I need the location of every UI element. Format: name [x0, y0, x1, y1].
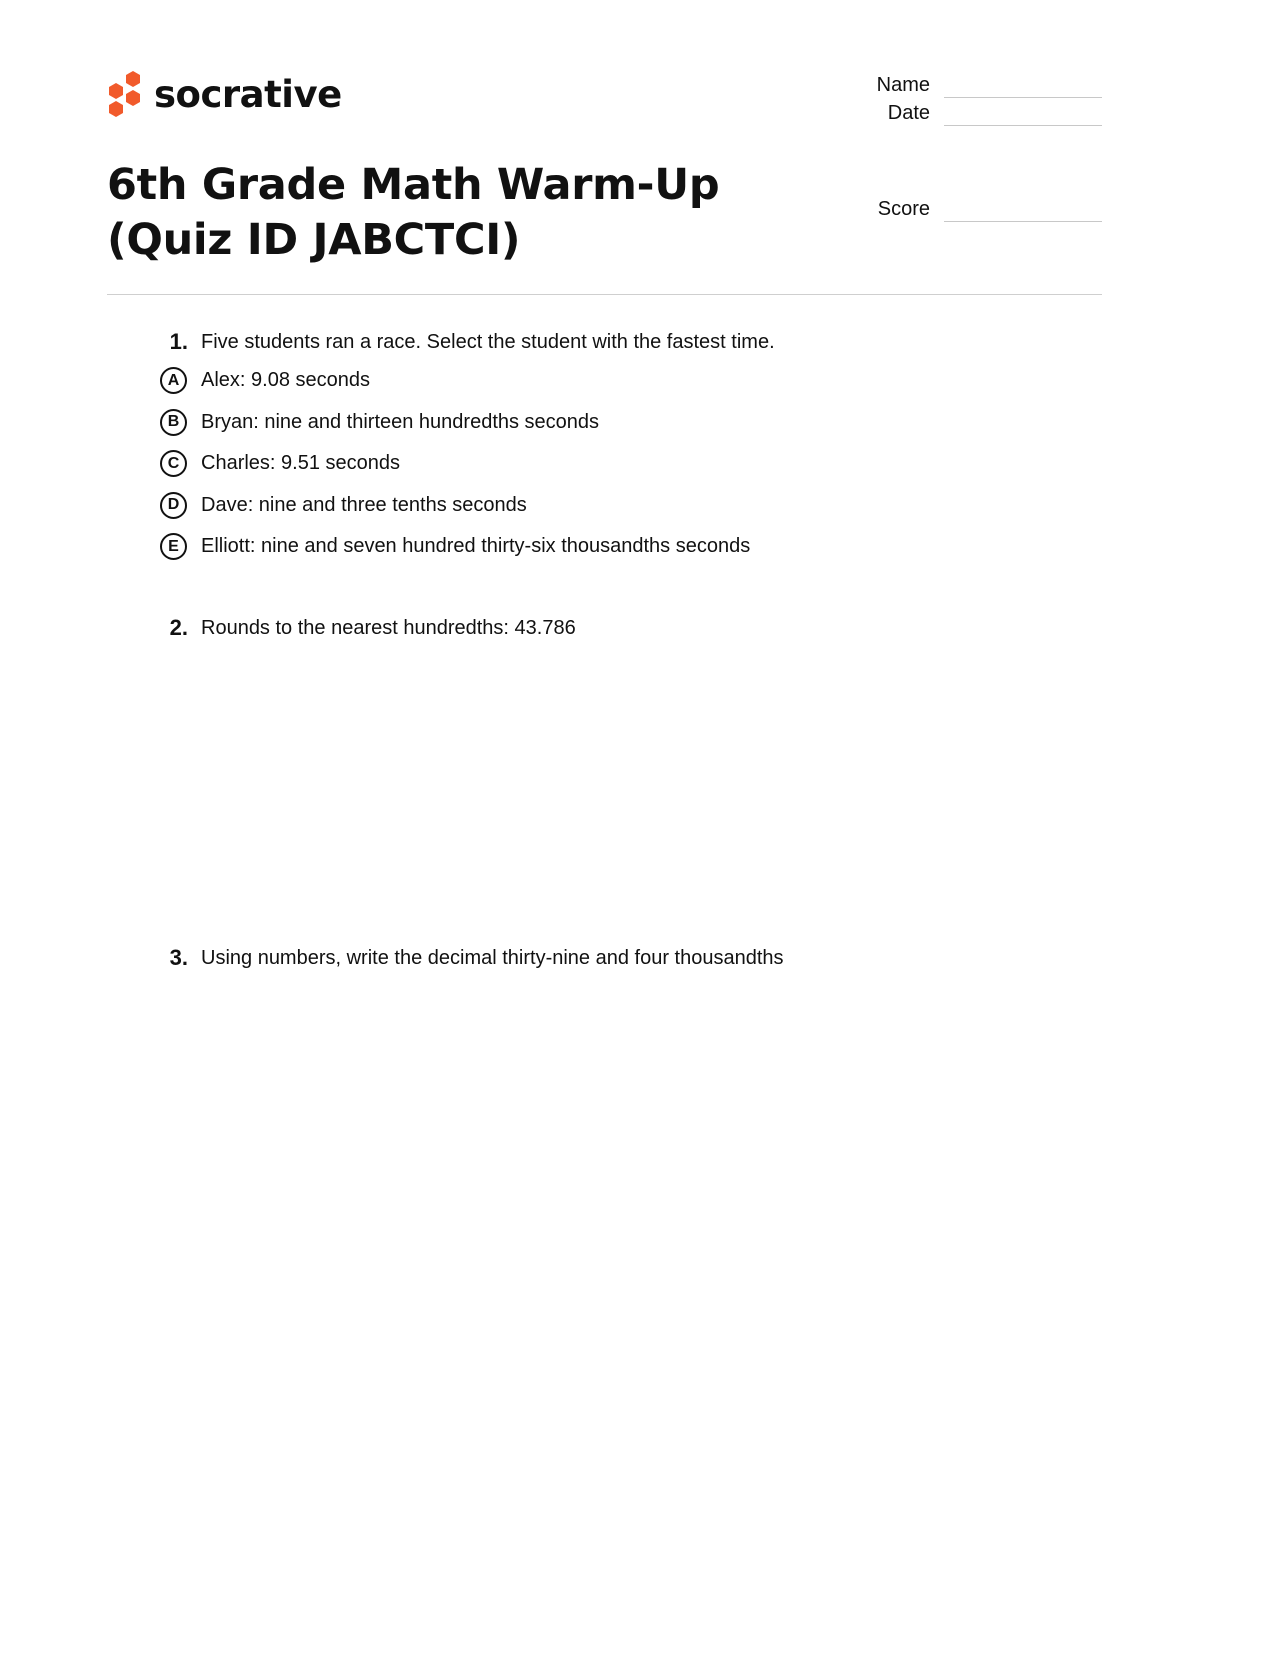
option-bubble[interactable]: B	[160, 409, 187, 436]
date-label: Date	[887, 102, 930, 124]
name-field[interactable]	[810, 74, 1102, 97]
name-line[interactable]	[944, 96, 1102, 98]
logo-text: socrative	[154, 72, 342, 116]
option-b[interactable]	[160, 402, 775, 444]
question-2	[160, 610, 576, 646]
option-text: Elliott: nine and seven hundred thirty-six thousandths seconds	[201, 535, 751, 558]
question-1	[160, 324, 775, 568]
option-text: Bryan: nine and thirteen hundredths seconds	[201, 410, 600, 433]
option-a[interactable]	[160, 360, 775, 402]
option-text: Charles: 9.51 seconds	[201, 452, 401, 475]
question-number: 1.	[169, 329, 188, 354]
option-c[interactable]	[160, 443, 775, 485]
question-number: 3.	[169, 945, 188, 970]
hexagon-logo-icon	[107, 70, 145, 118]
question-number: 2.	[169, 615, 188, 640]
socrative-logo	[107, 70, 342, 118]
option-e[interactable]	[160, 526, 775, 568]
name-label: Name	[876, 74, 930, 96]
page-title: 6th Grade Math Warm-Up (Quiz ID JABCTCI)	[107, 160, 720, 265]
question-3	[160, 940, 784, 976]
score-line[interactable]	[944, 220, 1102, 222]
option-text: Alex: 9.08 seconds	[201, 369, 370, 392]
header-divider	[107, 294, 1102, 295]
score-field[interactable]	[810, 198, 1102, 221]
date-line[interactable]	[944, 124, 1102, 126]
question-text: Using numbers, write the decimal thirty-nine and four thousandths	[201, 946, 784, 969]
question-text: Rounds to the nearest hundredths: 43.786	[201, 616, 576, 639]
score-label: Score	[877, 198, 930, 220]
option-bubble[interactable]: D	[160, 492, 187, 519]
option-text: Dave: nine and three tenths seconds	[201, 493, 527, 516]
question-text: Five students ran a race. Select the student with the fastest time.	[201, 330, 775, 353]
option-d[interactable]	[160, 485, 775, 527]
date-field[interactable]	[810, 102, 1102, 125]
option-bubble[interactable]: C	[160, 450, 187, 477]
option-bubble[interactable]: A	[160, 367, 187, 394]
option-bubble[interactable]: E	[160, 533, 187, 560]
